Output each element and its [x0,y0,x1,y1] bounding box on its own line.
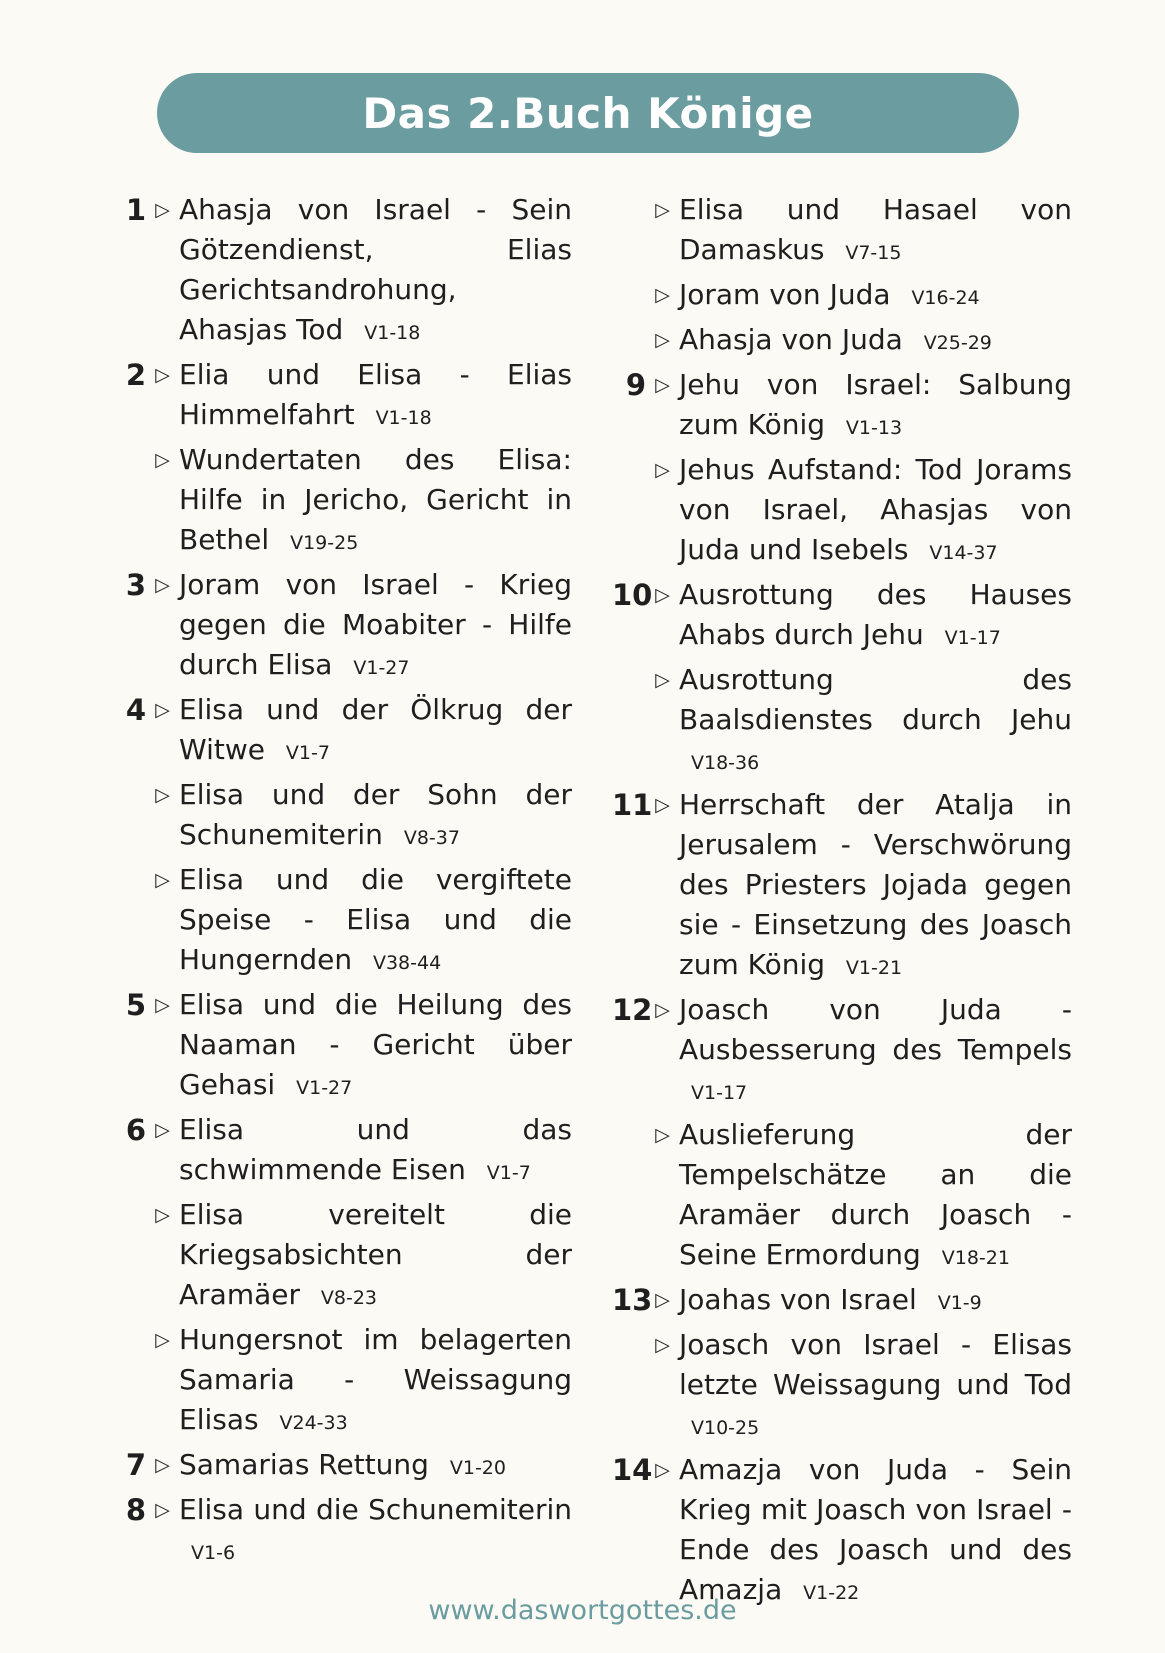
triangle-bullet-icon: ▷ [655,329,670,351]
list-item [646,660,1072,783]
list-item [646,1450,1072,1613]
section-description [679,1115,1072,1278]
chapter-items [646,575,1072,785]
section-text: Joahas von Israel [679,1283,917,1316]
title-banner [157,73,1019,153]
section-description [679,1325,1072,1448]
triangle-bullet-icon: ▷ [655,584,670,606]
triangle-bullet-icon: ▷ [655,1334,670,1356]
triangle-bullet-icon: ▷ [155,449,170,471]
section-description [179,775,572,858]
verse-range: V24-33 [279,1412,348,1434]
page-title: Das 2.Buch Könige [362,88,814,138]
verse-range: V18-21 [941,1247,1010,1269]
chapter-number: 6 [125,1113,146,1147]
section-description [679,1450,1072,1613]
verse-range: V1-6 [191,1542,236,1564]
chapter-13 [612,1280,1072,1450]
list-item [146,1195,572,1318]
chapter-items [646,1280,1072,1450]
verse-range: V1-17 [944,627,1001,649]
section-text: Auslieferung der Tempelschätze an die Aramäer durch Joasch - Seine Ermordung [679,1118,1072,1271]
triangle-bullet-icon: ▷ [155,1329,170,1351]
verse-range: V1-13 [845,417,903,439]
chapter-items [146,355,572,565]
list-item [646,275,1072,318]
triangle-bullet-icon: ▷ [155,1204,170,1226]
verse-range: V38-44 [372,952,442,974]
verse-range: V1-7 [486,1162,531,1184]
chapter-number: 3 [125,568,146,602]
triangle-bullet-icon: ▷ [155,364,170,386]
section-text: Ahasja von Juda [679,323,903,356]
list-item [646,450,1072,573]
section-text: Elisa und Hasael von Damaskus [679,193,1072,266]
list-item [646,190,1072,273]
section-description [679,450,1072,573]
triangle-bullet-icon: ▷ [655,199,670,221]
triangle-bullet-icon: ▷ [655,1124,670,1146]
chapter-number: 2 [125,358,146,392]
chapter-items [146,985,572,1110]
triangle-bullet-icon: ▷ [655,284,670,306]
section-description [179,1110,572,1193]
verse-range: V1-27 [353,657,410,679]
section-description [179,355,572,438]
section-text: Wundertaten des Elisa: Hilfe in Jericho, Gericht in Bethel [179,443,572,556]
triangle-bullet-icon: ▷ [655,1289,670,1311]
chapter-items [146,190,572,355]
list-item [646,365,1072,448]
verse-range: V1-18 [375,407,432,429]
section-text: Elisa und die Heilung des Naaman - Gericht über Gehasi [179,988,572,1101]
list-item [146,1110,572,1193]
section-description [179,985,572,1108]
section-text: Elisa und der Sohn der Schunemiterin [179,778,572,851]
left-column [112,190,572,1575]
chapter-4 [112,690,572,985]
triangle-bullet-icon: ▷ [655,669,670,691]
triangle-bullet-icon: ▷ [655,459,670,481]
section-text: Elisa vereitelt die Kriegsabsichten der Aramäer [179,1198,572,1311]
verse-range: V8-37 [403,827,460,849]
list-item [646,990,1072,1113]
section-description [179,1490,572,1573]
chapter-9 [612,365,1072,575]
chapter-1 [112,190,572,355]
section-text: Elisa und die Schunemiterin [179,1493,572,1526]
section-text: Joasch von Israel - Elisas letzte Weissagung und Tod [679,1328,1072,1401]
section-description [679,785,1072,988]
verse-range: V1-21 [845,957,903,979]
section-description [179,1320,572,1443]
section-text: Herrschaft der Atalja in Jerusalem - Verschwörung des Priesters Jojada gegen sie - Einsetzung des Joasch zum König [679,788,1072,981]
chapter-number [612,190,646,365]
chapter-number: 13 [612,1283,653,1317]
verse-range: V16-24 [911,287,980,309]
chapter-2 [112,355,572,565]
list-item [146,190,572,353]
section-text: Ahasja von Israel - Sein Götzendienst, Elias Gerichtsandrohung, Ahasjas Tod [179,193,572,346]
list-item [146,440,572,563]
verse-range: V19-25 [290,532,359,554]
chapter-items [146,1490,572,1575]
section-text: Joram von Juda [679,278,891,311]
chapter-5 [112,985,572,1110]
list-item [646,320,1072,363]
footer-url[interactable]: www.daswortgottes.de [428,1595,737,1626]
list-item [646,1325,1072,1448]
chapter-10 [612,575,1072,785]
chapter-7 [112,1445,572,1490]
chapter-8 [112,1490,572,1575]
section-text: Elisa und der Ölkrug der Witwe [179,693,572,766]
chapter-items [646,785,1072,990]
section-description [679,660,1072,783]
chapter-cont [612,190,1072,365]
chapter-number: 4 [125,693,146,727]
chapter-6 [112,1110,572,1445]
section-description [179,440,572,563]
chapter-items [646,190,1072,365]
verse-range: V8-23 [320,1287,378,1309]
section-description [179,1195,572,1318]
list-item [146,775,572,858]
triangle-bullet-icon: ▷ [155,574,170,596]
chapter-items [146,1445,572,1490]
section-description [179,1445,572,1488]
list-item [146,355,572,438]
section-text: Ausrottung des Baalsdienstes durch Jehu [679,663,1072,736]
verse-range: V1-27 [296,1077,353,1099]
triangle-bullet-icon: ▷ [155,1119,170,1141]
list-item [146,1490,572,1573]
section-text: Joasch von Juda - Ausbesserung des Tempels [679,993,1072,1066]
list-item [146,690,572,773]
chapter-number: 10 [612,578,653,612]
chapter-items [646,990,1072,1280]
section-text: Samarias Rettung [179,1448,429,1481]
verse-range: V1-17 [691,1082,748,1104]
section-description [679,275,1072,318]
list-item [146,1445,572,1488]
section-text: Elisa und die vergiftete Speise - Elisa und die Hungernden [179,863,572,976]
chapter-number: 14 [612,1453,653,1487]
triangle-bullet-icon: ▷ [155,199,170,221]
section-text: Jehu von Israel: Salbung zum König [679,368,1072,441]
verse-range: V18-36 [691,752,760,774]
section-text: Jehus Aufstand: Tod Jorams von Israel, Ahasjas von Juda und Isebels [679,453,1072,566]
chapter-number: 9 [625,368,646,402]
section-description [179,565,572,688]
triangle-bullet-icon: ▷ [655,794,670,816]
chapter-number: 12 [612,993,653,1027]
chapter-number: 11 [612,788,653,822]
list-item [146,1320,572,1443]
triangle-bullet-icon: ▷ [155,869,170,891]
triangle-bullet-icon: ▷ [655,1459,670,1481]
chapter-14 [612,1450,1072,1615]
triangle-bullet-icon: ▷ [155,1454,170,1476]
section-text: Elia und Elisa - Elias Himmelfahrt [179,358,572,431]
section-text: Amazja von Juda - Sein Krieg mit Joasch von Israel - Ende des Joasch und des Amazja [679,1453,1072,1606]
section-description [179,860,572,983]
chapter-items [646,365,1072,575]
chapter-items [146,1110,572,1445]
verse-range: V1-7 [285,742,330,764]
verse-range: V1-9 [937,1292,982,1314]
verse-range: V25-29 [923,332,992,354]
verse-range: V14-37 [929,542,998,564]
section-description [179,190,572,353]
list-item [146,860,572,983]
verse-range: V1-20 [449,1457,506,1479]
triangle-bullet-icon: ▷ [155,1499,170,1521]
list-item [646,785,1072,988]
chapter-number: 1 [125,193,146,227]
chapter-number: 5 [125,988,146,1022]
section-text: Joram von Israel - Krieg gegen die Moabiter - Hilfe durch Elisa [179,568,572,681]
chapter-number: 7 [125,1448,146,1482]
section-description [679,1280,1072,1323]
verse-range: V7-15 [845,242,902,264]
section-description [679,190,1072,273]
verse-range: V1-18 [364,322,421,344]
verse-range: V1-22 [803,1582,860,1604]
triangle-bullet-icon: ▷ [155,784,170,806]
chapter-items [146,690,572,985]
section-text: Elisa und das schwimmende Eisen [179,1113,572,1186]
list-item [646,575,1072,658]
triangle-bullet-icon: ▷ [155,994,170,1016]
verse-range: V10-25 [691,1417,760,1439]
chapter-11 [612,785,1072,990]
chapter-items [646,1450,1072,1615]
chapter-3 [112,565,572,690]
triangle-bullet-icon: ▷ [655,374,670,396]
chapter-items [146,565,572,690]
list-item [146,985,572,1108]
section-text: Hungersnot im belagerten Samaria - Weissagung Elisas [179,1323,572,1436]
section-description [679,990,1072,1113]
section-description [679,575,1072,658]
chapter-12 [612,990,1072,1280]
triangle-bullet-icon: ▷ [155,699,170,721]
section-text: Ausrottung des Hauses Ahabs durch Jehu [679,578,1072,651]
right-column [612,190,1072,1615]
list-item [146,565,572,688]
list-item [646,1280,1072,1323]
chapter-number: 8 [125,1493,146,1527]
list-item [646,1115,1072,1278]
section-description [679,320,1072,363]
section-description [679,365,1072,448]
triangle-bullet-icon: ▷ [655,999,670,1021]
section-description [179,690,572,773]
